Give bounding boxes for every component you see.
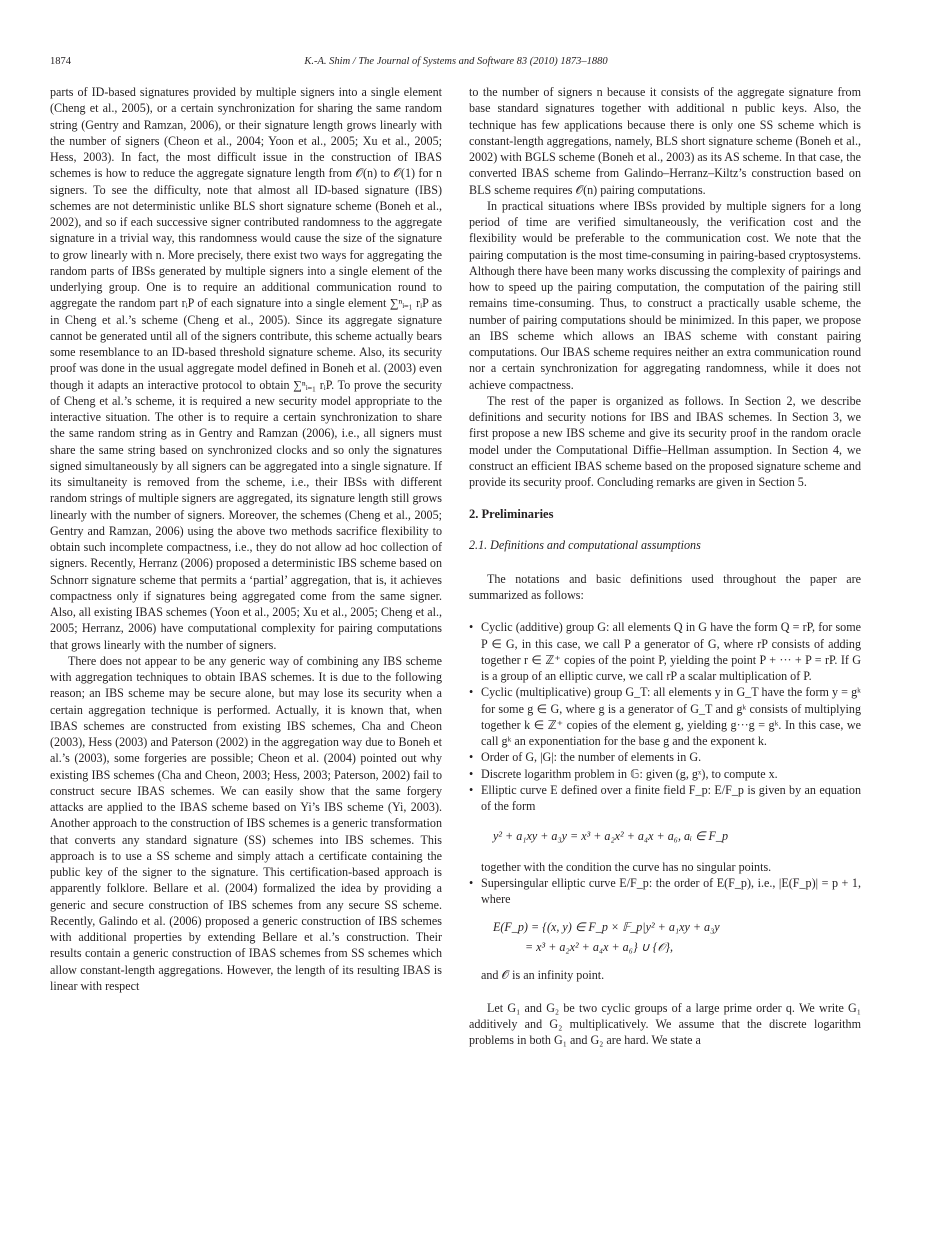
running-head: K.-A. Shim / The Journal of Systems and Software 83 (2010) 1873–1880 (304, 56, 608, 67)
right-column (469, 84, 861, 1048)
list-item: • Cyclic (multiplicative) group G_T: all elements y in G_T have the form y = gᵏ for some g ∈ G, where g is a generator of G_T and gᵏ consists of multiplying together k ∈ ℤ⁺ copies of the element g, yielding g···g = gᵏ. In this case, we call gᵏ an exponentiation for the base g and the exponent k. (469, 684, 861, 749)
equation (493, 917, 861, 957)
paragraph: The rest of the paper is organized as follows. In Section 2, we describe definitions and security notions for IBS and IBAS schemes. In Section 3, we first propose a new IBS scheme and give its security proof in the random oracle model under the Computational Diffie–Hellman assumption. In Section 4, we construct an efficient IBAS scheme based on the proposed signature scheme and provide its security proof. Concluding remarks are given in Section 5. (469, 393, 861, 489)
paragraph: The notations and basic definitions used throughout the paper are summarized as follows: (469, 571, 861, 602)
left-column (50, 84, 442, 994)
subsection-title: 2.1. Definitions and computational assumptions (469, 537, 701, 552)
list-item: • Cyclic (additive) group G: all elements Q in G have the form Q = rP, for some P ∈ G, in this case, we call P a generator of G, where rP consists of adding together r ∈ ℤ⁺ copies of the point P, yielding the point P + ··· + P = rP. If G is a group of an elliptic curve, we call rP a scalar multiplication of P. (469, 619, 861, 684)
definition-list (469, 619, 861, 983)
list-item-continuation: and 𝒪 is an infinity point. (481, 968, 605, 983)
page-number: 1874 (50, 56, 71, 67)
list-item (469, 782, 861, 875)
paragraph: There does not appear to be any generic way of combining any IBS scheme with aggregation techniques to obtain IBAS schemes. It is due to the following reason; an IBS scheme may be secure alone, but may lose its security when a certain aggregation technique is performed. Actually, it is known that, when IBAS schemes are constructed from existing IBS schemes, Cha and Cheon (2003), Hess (2003) and Paterson (2002) in the aggregation way due to Boneh et al.’s (2003), some forgeries are possible; Cheon et al. (2004) pointed out why existing IBS schemes (Cha and Cheon, 2003; Hess, 2003; Paterson, 2002) fail to construct secure IBAS schemes. We can easily show that the same forgery attacks are applied to the IBAS scheme based on Yi’s IBS scheme (Yi, 2003). Another approach to the construction of IBS schemes is a generic transformation that converts any standard signature (SS) schemes into IBS schemes. This approach is to use a SS scheme and simply attach a certificate containing the public key of the signer to the signature. This certification-based approach is apparently folklore. Bellare et al. (2004) formalized the idea by providing a generic and secure construction of IBS schemes from any secure SS scheme. Recently, Galindo et al. (2006) proposed a generic construction of IBS schemes with additional properties by extending Bellare et al.’s construction. Their results contain a generic construction of IBAS schemes from SS schemes which allow constant-length aggregations. However, the length of its resulting IBAS is linear with respect (50, 653, 442, 993)
equation-line: E(F_p) = {(x, y) ∈ F_p × 𝔽_p|y² + a₁xy + a₃y (493, 920, 720, 935)
equation: y² + a₁xy + a₃y = x³ + a₂x² + a₄x + a₆, aᵢ ∈ F_p (493, 829, 729, 844)
list-item-text: Supersingular elliptic curve E/F_p: the order of E(F_p), i.e., |E(F_p)| = p + 1, where (481, 875, 861, 906)
paragraph: to the number of signers n because it consists of the aggregate signature from base standard signatures together with additional n public keys. Also, the technique has few applications because there is only one SS scheme which is constant-length aggregations, namely, BLS short signature scheme (Boneh et al., 2002) with BGLS scheme (Boneh et al., 2003) as its AS scheme. In that case, the converted IBAS scheme from Galindo–Herranz–Kiltz’s construction based on BLS scheme requires 𝒪(n) pairing computations. (469, 85, 861, 197)
list-item-continuation: together with the condition the curve has no singular points. (481, 859, 772, 874)
list-item: • Order of G, |G|: the number of elements in G. (469, 749, 861, 765)
list-item: • Discrete logarithm problem in 𝔾: given (g, gˣ), to compute x. (469, 766, 861, 782)
list-item (469, 875, 861, 984)
list-item-text: Elliptic curve E defined over a finite field F_p: E/F_p is given by an equation of the form (481, 782, 861, 813)
page-header (50, 56, 862, 72)
paragraph: In practical situations where IBSs provided by multiple signers for a long period of time are verified simultaneously, the verification cost and the flexibility would be preferable to the communication cost. We note that the pairing computation is the most time-consuming in pairing-based cryptosystems. Although there have been many works discussing the complexity of pairings and how to speed up the pairing computation, the computation of the pairing still remains time-consuming. Thus, to construct a practically usable scheme, the number of pairing computations should be minimized. In this paper, we propose an IBS scheme which allows an IBAS scheme with constant pairing computations. Our IBAS scheme requires neither an extra communication round nor a certain synchronization for aggregating randomness, while it does not achieve compactness. (469, 198, 861, 392)
paragraph: Let G₁ and G₂ be two cyclic groups of a large prime order q. We write G₁ additively and G₂ multiplicatively. We assume that the discrete logarithm problems in both G₁ and G₂ are hard. We state a (469, 1000, 861, 1047)
section-title: 2. Preliminaries (469, 507, 554, 522)
equation-line: = x³ + a₂x² + a₄x + a₆} ∪ {𝒪}, (525, 940, 673, 955)
paragraph: parts of ID-based signatures provided by multiple signers into a single element (Cheng et al., 2005), or a certain synchronization for sharing the same random string (Gentry and Ramzan, 2006), or their signature length grows linearly with the number of signers (Cheon et al., 2004; Yoon et al., 2005; Xu et al., 2005; Hess, 2003). In fact, the most difficult issue in the construction of IBAS schemes is how to reduce the aggregate signature length from 𝒪(n) to 𝒪(1) for n signers. To see the difficulty, note that almost all ID-based signature (IBS) schemes are not deterministic unlike BLS short signature scheme (Boneh et al., 2002), and so if each successive signer contributed randomness to the aggregate signature in a trivial way, this randomness would cause the size of the signature to grow linearly with n. More precisely, there exist two ways for aggregating the random parts of IBSs generated by multiple signers into a single element of the underlying group. One is to require an additional communication round to aggregate the random part rᵢP of each signature into a single element ∑ⁿᵢ₌₁ rᵢP as in Cheng et al.’s scheme (Cheng et al., 2005). Since its aggregate signature cannot be generated until all of the signers contribute, this scheme actually bears some resemblance to an ID-based threshold signature scheme. Also, its security proof was done in the usual aggregate model defined in Boneh et al. (2003) even though it adapts an interactive protocol to obtain ∑ⁿᵢ₌₁ rᵢP. To prove the security of Cheng et al.’s scheme, it is required a new security model appropriate to the interactive situation. The other is to require a certain synchronization to share the same random string as in Gentry and Ramzan (2006), i.e., all signers must share the same string based on synchronized clocks and so only the signatures signed simultaneously by all signers can be aggregated into a single signature. If its simultaneity is removed from the scheme, i.e., their IBSs with different random strings of multiple signers are aggregated, its signature length still grows linearly with the number of signers. Moreover, the schemes (Cheng et al., 2005; Gentry and Ramzan, 2006) using the above two methods sacrifice flexibility to obtain such incomplete compactness, i.e., they do not allow ad hoc collection of signers. Recently, Herranz (2006) proposed a deterministic IBS scheme based on Schnorr signature scheme that permits a ‘partial’ aggregation, that is, it achieves compactness only if signatures being aggregated come from the same signer. Also, all existing IBAS schemes (Yoon et al., 2005; Xu et al., 2005; Cheng et al., 2005; Herranz, 2006) have computational complexity for pairing computations that grows linearly with the number of signers. (50, 85, 442, 652)
